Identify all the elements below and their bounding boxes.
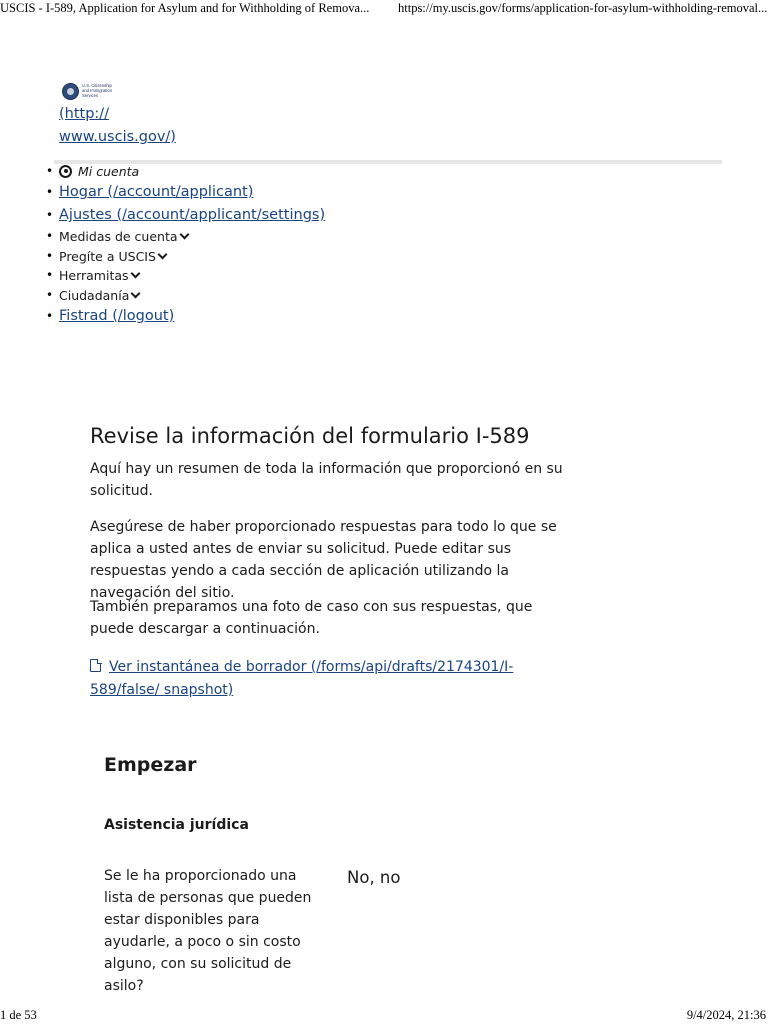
chevron-down-icon <box>130 269 140 279</box>
nav-item-label: Mi cuenta <box>78 164 140 179</box>
uscis-home-link[interactable] <box>59 103 199 149</box>
account-nav <box>46 162 325 328</box>
subsection-title: Asistencia jurídica <box>104 817 249 833</box>
dhs-seal-icon <box>62 83 79 100</box>
logo-text-line: Services <box>82 92 99 98</box>
nav-logout-link[interactable]: Fistrad (/logout) <box>59 308 175 324</box>
nav-item-citizenship[interactable] <box>46 286 325 306</box>
nav-item-account[interactable] <box>46 162 325 181</box>
user-icon <box>59 165 72 178</box>
snapshot-link-row[interactable] <box>90 656 560 702</box>
nav-home-link[interactable]: Hogar (/account/applicant) <box>59 184 254 200</box>
page-number: 1 de 53 <box>0 1008 37 1022</box>
pdf-file-icon <box>90 659 101 672</box>
instructions-paragraph: Asegúrese de haber proporcionado respuestas para todo lo que se aplica a usted antes de enviar su solicitud. Puede editar sus respuestas yendo a cada sección de aplicación utilizando la navegación del sitio. <box>90 519 557 601</box>
page-title: Revise la información del formulario I-589 <box>90 424 530 448</box>
nav-item-label: Pregíte a USCIS <box>59 248 156 264</box>
nav-item-ask-uscis[interactable] <box>46 247 325 267</box>
nav-item-label: Medidas de cuenta <box>59 229 178 244</box>
home-link-line: (http:// <box>59 106 110 122</box>
logo-text-line: and Immigration <box>82 87 113 93</box>
nav-item-label: Herramitas <box>59 268 129 283</box>
question-label: Se le ha proporcionado una lista de personas que pueden estar disponibles para ayudarle, a poco o sin costo alguno, con su solicitud de asilo? <box>104 868 312 994</box>
answer-value: No, no <box>347 868 401 887</box>
nav-item-home[interactable] <box>46 181 325 204</box>
print-footer <box>0 1008 768 1024</box>
chevron-down-icon <box>157 249 167 259</box>
nav-item-account-actions[interactable] <box>46 227 325 247</box>
uscis-logo[interactable] <box>62 83 124 103</box>
print-date: 9/4/2024, 21:36 <box>686 1008 766 1022</box>
home-link-line: www.uscis.gov/) <box>59 129 176 145</box>
nav-settings-link[interactable]: Ajustes (/account/applicant/settings) <box>59 207 326 223</box>
logo-text-line: U.S. Citizenship <box>82 83 112 88</box>
chevron-down-icon <box>131 288 141 298</box>
snapshot-link[interactable]: Ver instantánea de borrador (/forms/api/drafts/2174301/I-589/false/ snapshot) <box>90 659 514 698</box>
intro-paragraph: Aquí hay un resumen de toda la información que proporcionó en su solicitud. <box>90 461 563 499</box>
section-title: Empezar <box>104 754 197 776</box>
nav-item-settings[interactable] <box>46 204 325 227</box>
nav-item-tools[interactable] <box>46 266 325 286</box>
print-header-url: https://my.uscis.gov/forms/application-for-asylum-withholding-removal... <box>398 1 768 15</box>
chevron-down-icon <box>179 230 189 240</box>
print-header-title: USCIS - I-589, Application for Asylum and for Withholding of Remova... <box>0 1 370 15</box>
nav-item-logout[interactable] <box>46 305 325 328</box>
snapshot-paragraph: También preparamos una foto de caso con sus respuestas, que puede descargar a continuación. <box>90 599 533 637</box>
nav-item-label: Ciudadanía <box>59 287 130 303</box>
logo-text <box>82 84 126 98</box>
print-header <box>0 0 768 20</box>
